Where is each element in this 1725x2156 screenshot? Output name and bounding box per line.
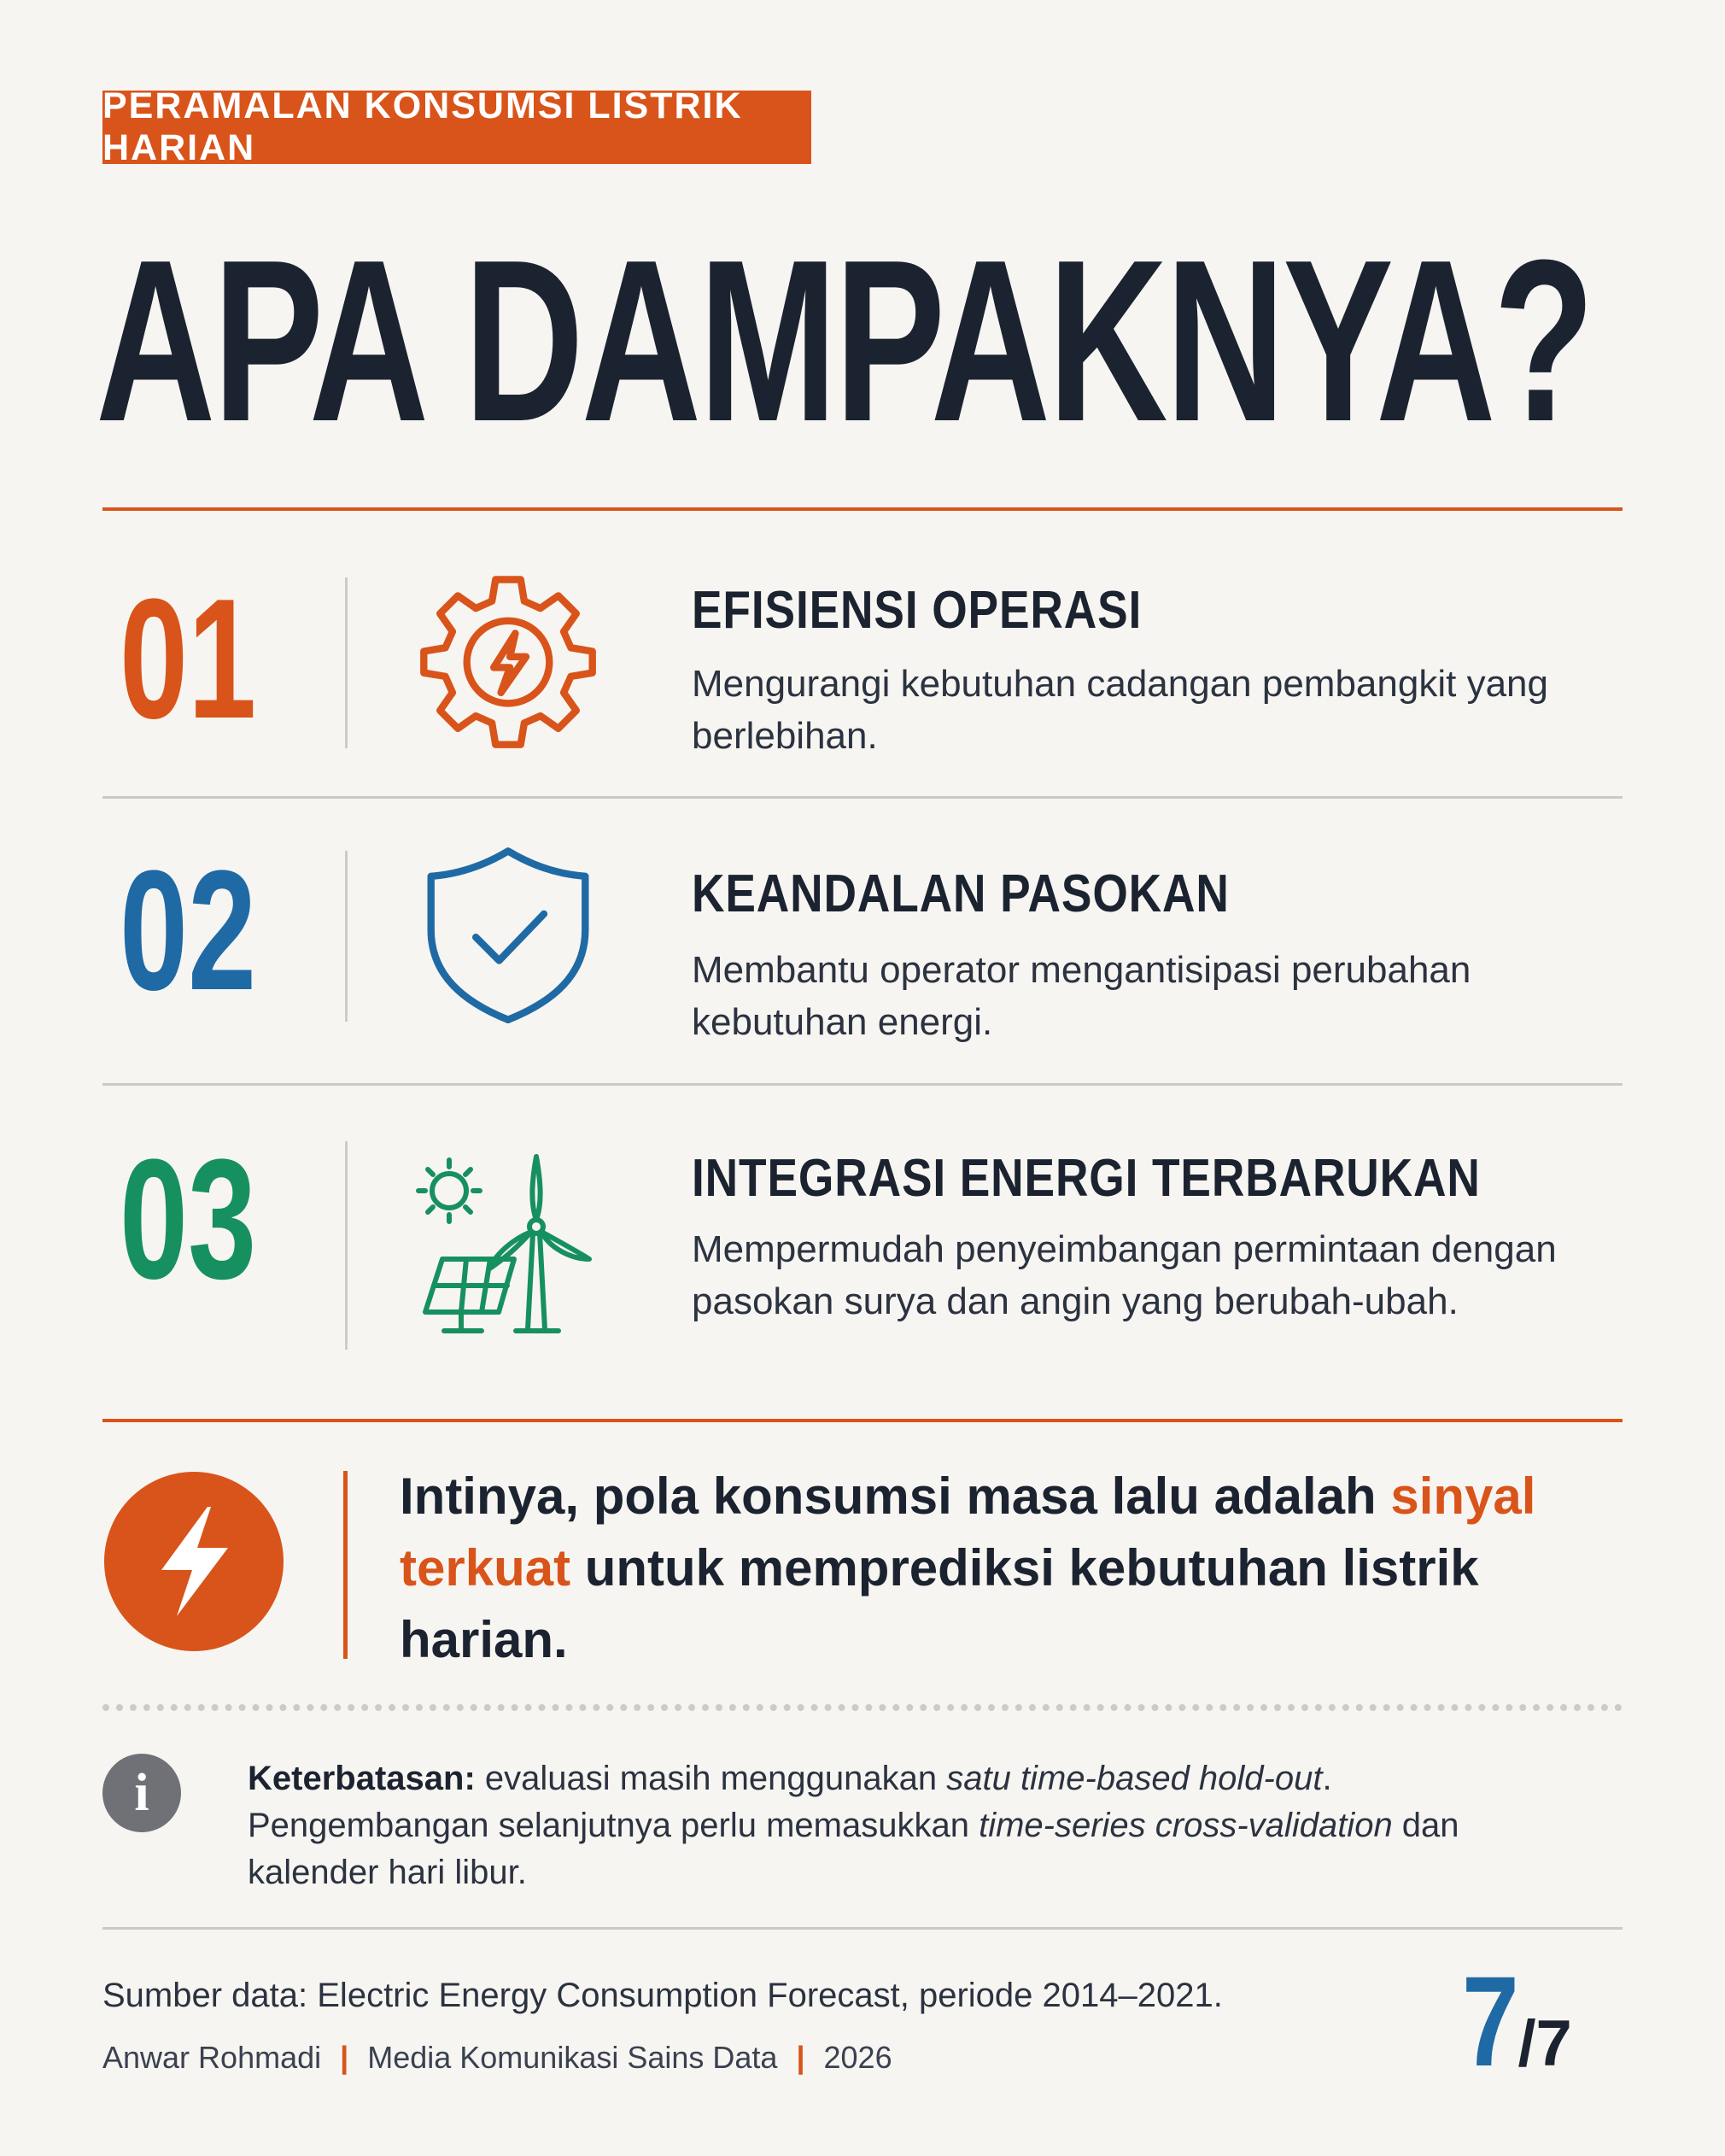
item-divider xyxy=(345,851,348,1022)
item-divider xyxy=(345,1141,348,1350)
item-title: KEANDALAN PASOKAN xyxy=(692,864,1230,923)
item-separator xyxy=(102,1083,1623,1086)
conclusion-text-after: untuk memprediksi kebutuhan listrik harian. xyxy=(400,1539,1479,1668)
page-title: APA DAMPAKNYA? xyxy=(96,213,1593,470)
data-source: Sumber data: Electric Energy Consumption Forecast, periode 2014–2021. xyxy=(102,1977,1223,2014)
page-total: /7 xyxy=(1517,2007,1572,2080)
page-indicator xyxy=(1462,1949,1572,2093)
conclusion-text xyxy=(400,1461,1595,1676)
separator: | xyxy=(796,2040,805,2075)
footer-divider xyxy=(102,1927,1623,1930)
lightning-icon xyxy=(104,1472,284,1651)
conclusion-accent-bar xyxy=(343,1471,348,1659)
gear-lightning-icon xyxy=(418,571,598,750)
limitation-note xyxy=(248,1755,1580,1896)
item-number-01: 01 xyxy=(120,564,257,754)
info-icon: i xyxy=(102,1754,181,1832)
item-separator xyxy=(102,796,1623,799)
separator: | xyxy=(340,2040,349,2075)
year: 2026 xyxy=(823,2040,892,2075)
limitation-label: Keterbatasan: xyxy=(248,1760,476,1797)
credits xyxy=(102,2037,892,2078)
item-divider xyxy=(345,577,348,748)
item-description: Membantu operator mengantisipasi perubahan kebutuhan energi. xyxy=(692,949,1471,1043)
item-title: INTEGRASI ENERGI TERBARUKAN xyxy=(692,1149,1481,1208)
limitation-text: . Pengembangan selanjutnya perlu memasukkan xyxy=(248,1760,1332,1844)
conclusion-highlight: sinyal terkuat xyxy=(400,1468,1536,1596)
category-tag: PERAMALAN KONSUMSI LISTRIK HARIAN xyxy=(102,91,811,164)
item-description: Mempermudah penyeimbangan permintaan dengan pasokan surya dan angin yang berubah-ubah. xyxy=(692,1228,1557,1322)
solar-wind-icon xyxy=(410,1150,598,1338)
limitation-text: dan kalender hari libur. xyxy=(248,1807,1459,1891)
item-number-02: 02 xyxy=(120,835,257,1026)
header-divider xyxy=(102,507,1623,511)
dotted-divider xyxy=(102,1704,1623,1711)
limitation-italic: time-series cross-validation xyxy=(979,1807,1393,1844)
limitation-text: evaluasi masih menggunakan xyxy=(475,1760,947,1797)
item-title: EFISIENSI OPERASI xyxy=(692,581,1143,640)
section-divider xyxy=(102,1419,1623,1422)
organization: Media Komunikasi Sains Data xyxy=(367,2040,778,2075)
item-description: Mengurangi kebutuhan cadangan pembangkit yang berlebihan. xyxy=(692,663,1548,757)
author: Anwar Rohmadi xyxy=(102,2040,322,2075)
item-number-03: 03 xyxy=(120,1124,257,1315)
page-current: 7 xyxy=(1462,1949,1519,2093)
conclusion-text-before: Intinya, pola konsumsi masa lalu adalah xyxy=(400,1468,1391,1525)
shield-check-icon xyxy=(418,844,598,1023)
limitation-italic: satu time-based hold-out xyxy=(946,1760,1323,1797)
